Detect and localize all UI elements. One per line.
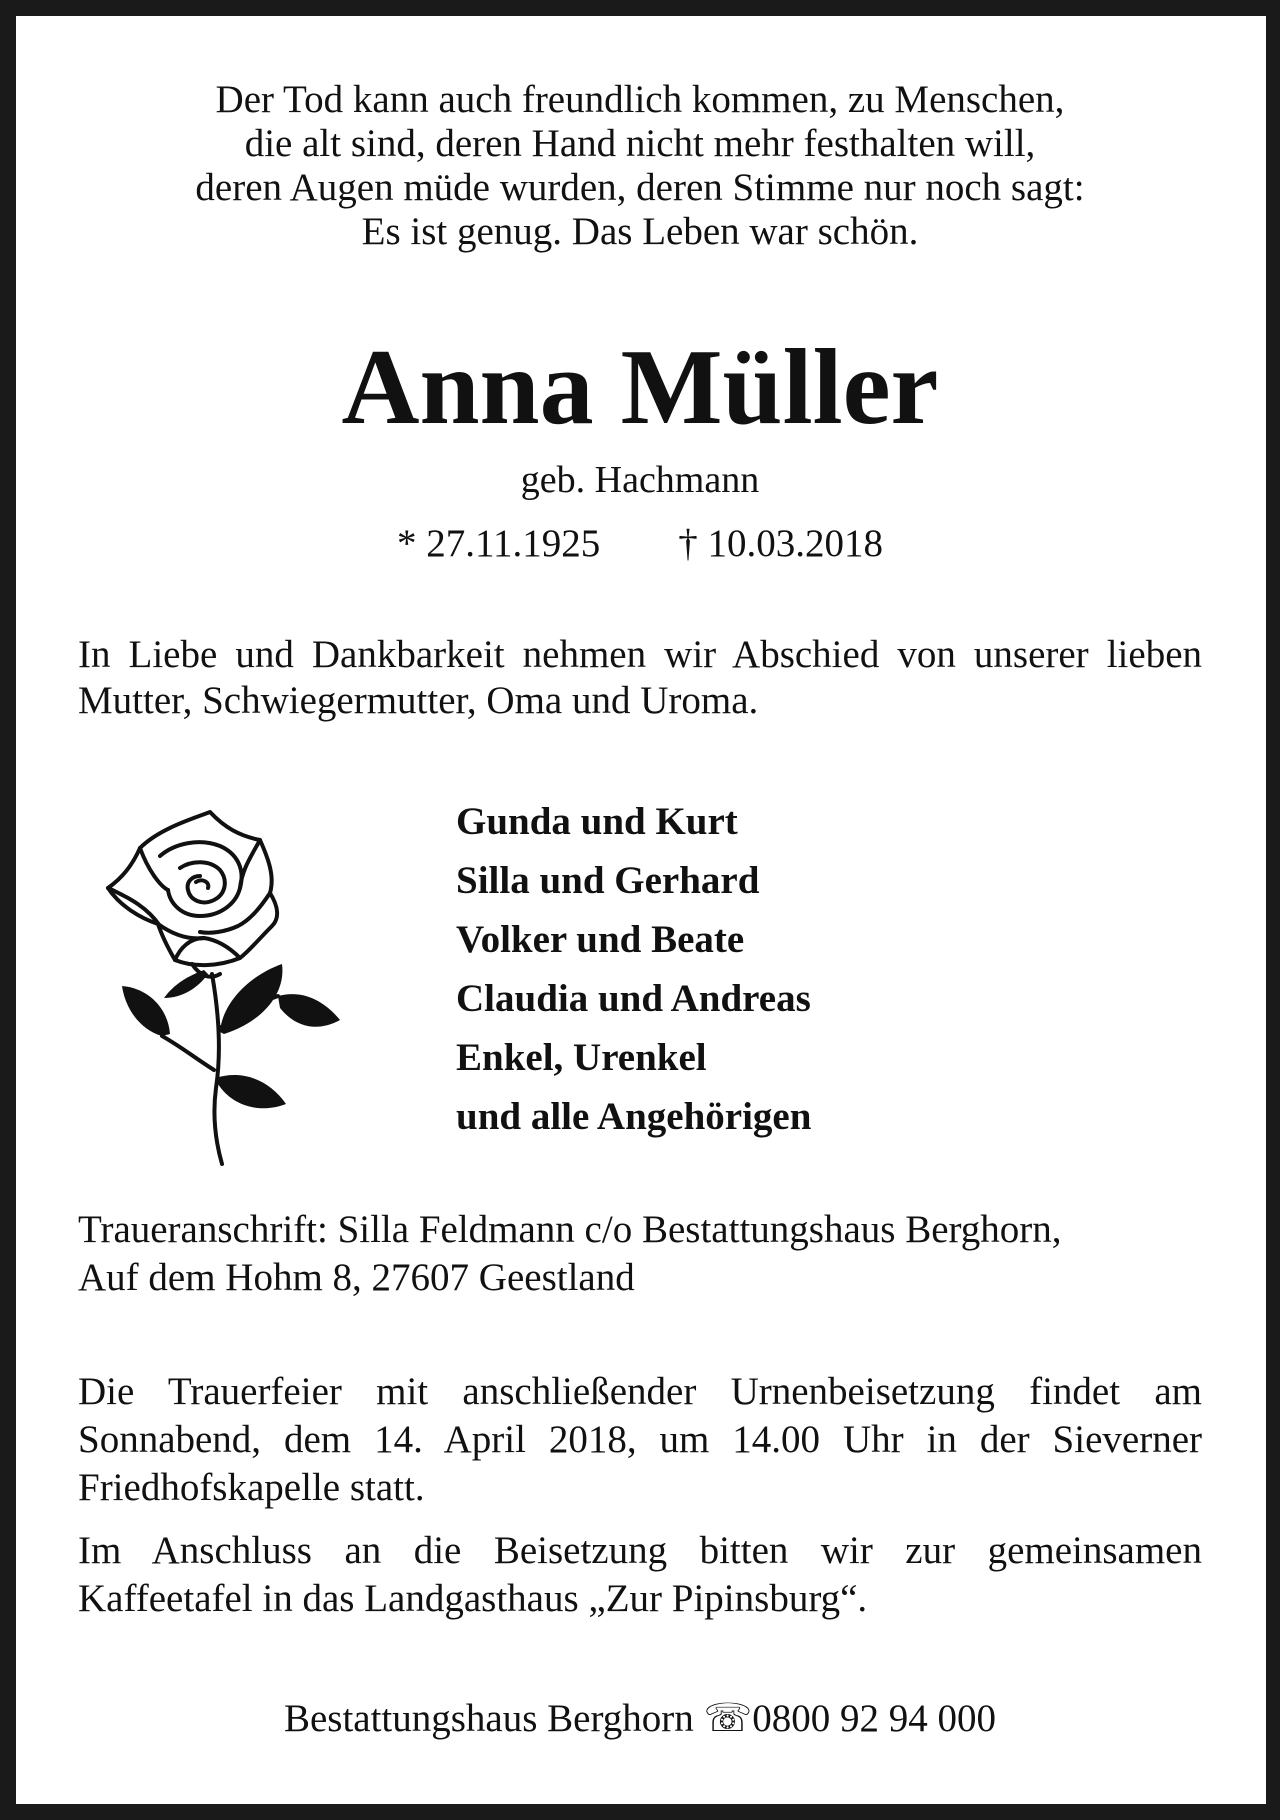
family-list	[456, 792, 811, 1146]
poem-line: Es ist genug. Das Leben war schön.	[361, 210, 919, 253]
birth-date: * 27.11.1925	[396, 522, 601, 565]
farewell-text: In Liebe und Dankbarkeit nehmen wir Abschied von unserer lieben Mutter, Schwiegermutter, Oma und Uroma.	[78, 633, 1202, 722]
family-member: Gunda und Kurt	[456, 800, 738, 843]
maiden-name: geb. Hachmann	[520, 459, 760, 501]
family-member: Volker und Beate	[456, 918, 745, 961]
funeral-home-name: Bestattungshaus Berghorn	[283, 1697, 694, 1740]
family-member: Claudia und Andreas	[456, 977, 811, 1020]
death-date: † 10.03.2018	[678, 522, 884, 565]
coffee-text: Im Anschluss an die Beisetzung bitten wir zur gemeinsamen Kaffeetafel in das Landgasthaus „Zur Pipinsburg“.	[78, 1529, 1202, 1620]
phone-number: 0800 92 94 000	[752, 1697, 997, 1740]
address-line: Auf dem Hohm 8, 27607 Geestland	[78, 1256, 635, 1299]
ceremony-text: Die Trauerfeier mit anschließender Urnenbeisetzung findet am Sonnabend, dem 14. April 2018, um 14.00 Uhr in der Sieverner Friedhofskapelle statt.	[78, 1370, 1202, 1509]
family-member: Silla und Gerhard	[456, 859, 760, 902]
funeral-home-footer	[0, 1696, 1280, 1742]
poem-line: deren Augen müde wurden, deren Stimme nur noch sagt:	[195, 166, 1085, 209]
poem-line: Der Tod kann auch freundlich kommen, zu Menschen,	[215, 78, 1065, 121]
phone-icon: ☏	[703, 1697, 753, 1740]
deceased-name: Anna Müller	[341, 328, 939, 447]
rose-icon	[100, 808, 360, 1168]
mourning-address	[78, 1206, 1202, 1302]
address-line: Traueranschrift: Silla Feldmann c/o Bestattungshaus Berghorn,	[78, 1208, 1062, 1251]
family-member: Enkel, Urenkel	[456, 1036, 707, 1079]
life-dates	[0, 521, 1280, 567]
poem-line: die alt sind, deren Hand nicht mehr festhalten will,	[244, 122, 1036, 165]
family-member: und alle Angehörigen	[456, 1095, 812, 1138]
poem	[80, 78, 1200, 254]
